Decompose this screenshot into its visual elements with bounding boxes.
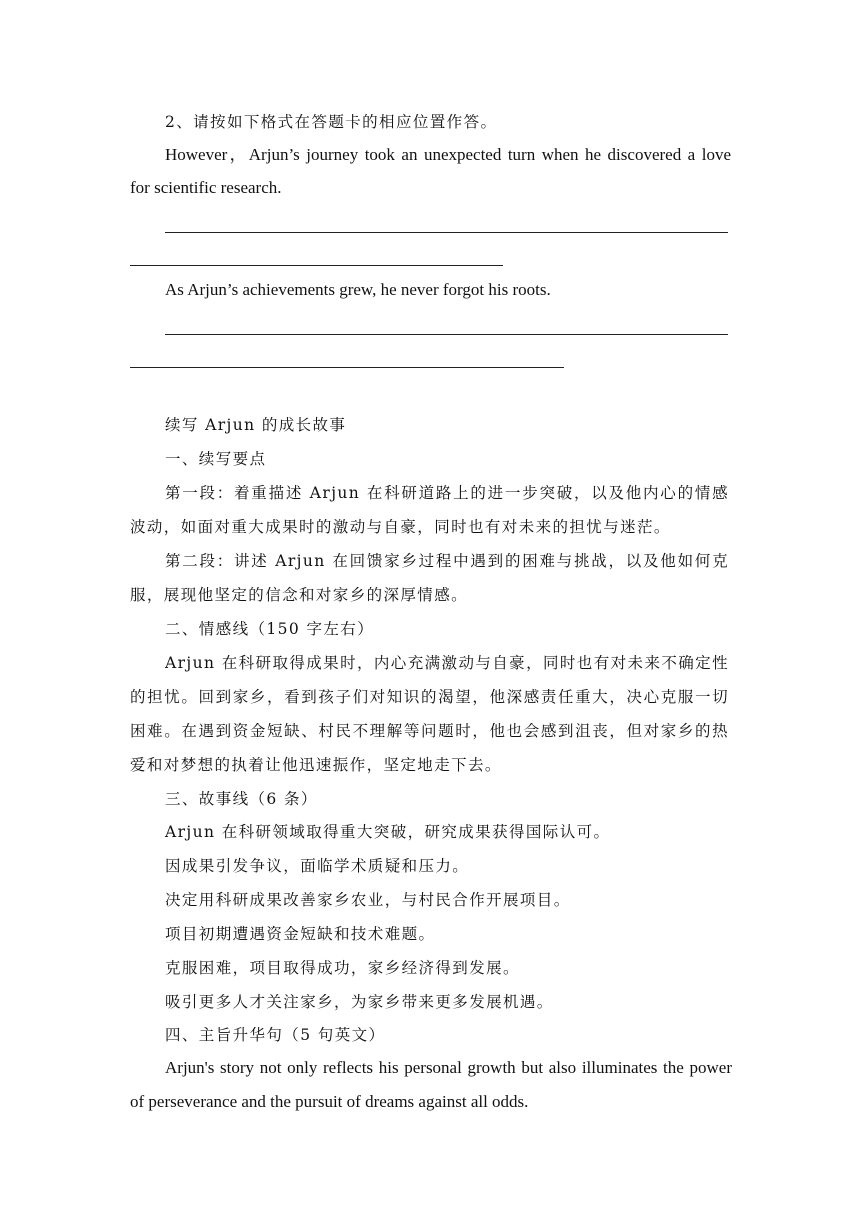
heading-theme-sentences: 四、主旨升华句（5 句英文） xyxy=(165,1026,386,1044)
story-item: 因成果引发争议，面临学术质疑和压力。 xyxy=(165,857,470,875)
story-item: 克服困难，项目取得成功，家乡经济得到发展。 xyxy=(165,959,520,977)
prompt-1-line-2: for scientific research. xyxy=(130,178,282,197)
paragraph-1-line-1: 第一段：着重描述 Arjun 在科研道路上的进一步突破，以及他内心的情感 xyxy=(165,484,729,502)
instruction-text: 2、请按如下格式在答题卡的相应位置作答。 xyxy=(165,113,498,131)
emotion-line-2: 的担忧。回到家乡，看到孩子们对知识的渴望，他深感责任重大，决心克服一切 xyxy=(130,688,729,706)
paragraph-2-line-2: 服，展现他坚定的信念和对家乡的深厚情感。 xyxy=(130,586,469,604)
theme-line-1: Arjun's story not only reflects his personal growth but also illuminates the power xyxy=(165,1058,732,1077)
story-item: 决定用科研成果改善家乡农业，与村民合作开展项目。 xyxy=(165,891,571,909)
heading-story-line: 三、故事线（6 条） xyxy=(165,790,318,808)
paragraph-1-line-2: 波动，如面对重大成果时的激动与自豪，同时也有对未来的担忧与迷茫。 xyxy=(130,518,671,536)
heading-writing-points: 一、续写要点 xyxy=(165,450,267,468)
story-item: Arjun 在科研领域取得重大突破，研究成果获得国际认可。 xyxy=(165,823,611,841)
paragraph-2-line-1: 第二段：讲述 Arjun 在回馈家乡过程中遇到的困难与挑战，以及他如何克 xyxy=(165,552,729,570)
emotion-line-3: 困难。在遇到资金短缺、村民不理解等问题时，他也会感到沮丧，但对家乡的热 xyxy=(130,722,729,740)
heading-emotion-line: 二、情感线（150 字左右） xyxy=(165,620,375,638)
story-item: 项目初期遭遇资金短缺和技术难题。 xyxy=(165,925,436,943)
theme-line-2: of perseverance and the pursuit of dreams against all odds. xyxy=(130,1092,529,1111)
answer-line xyxy=(130,367,564,368)
section-title: 续写 Arjun 的成长故事 xyxy=(165,416,347,434)
prompt-2: As Arjun’s achievements grew, he never forgot his roots. xyxy=(165,280,551,299)
story-item: 吸引更多人才关注家乡，为家乡带来更多发展机遇。 xyxy=(165,993,554,1011)
emotion-line-4: 爱和对梦想的执着让他迅速振作，坚定地走下去。 xyxy=(130,756,502,774)
prompt-1-line-1: However，Arjun’s journey took an unexpected turn when he discovered a love xyxy=(165,145,731,164)
answer-line xyxy=(130,265,503,266)
answer-line xyxy=(165,232,728,233)
emotion-line-1: Arjun 在科研取得成果时，内心充满激动与自豪，同时也有对未来不确定性 xyxy=(165,654,729,672)
answer-line xyxy=(165,334,728,335)
